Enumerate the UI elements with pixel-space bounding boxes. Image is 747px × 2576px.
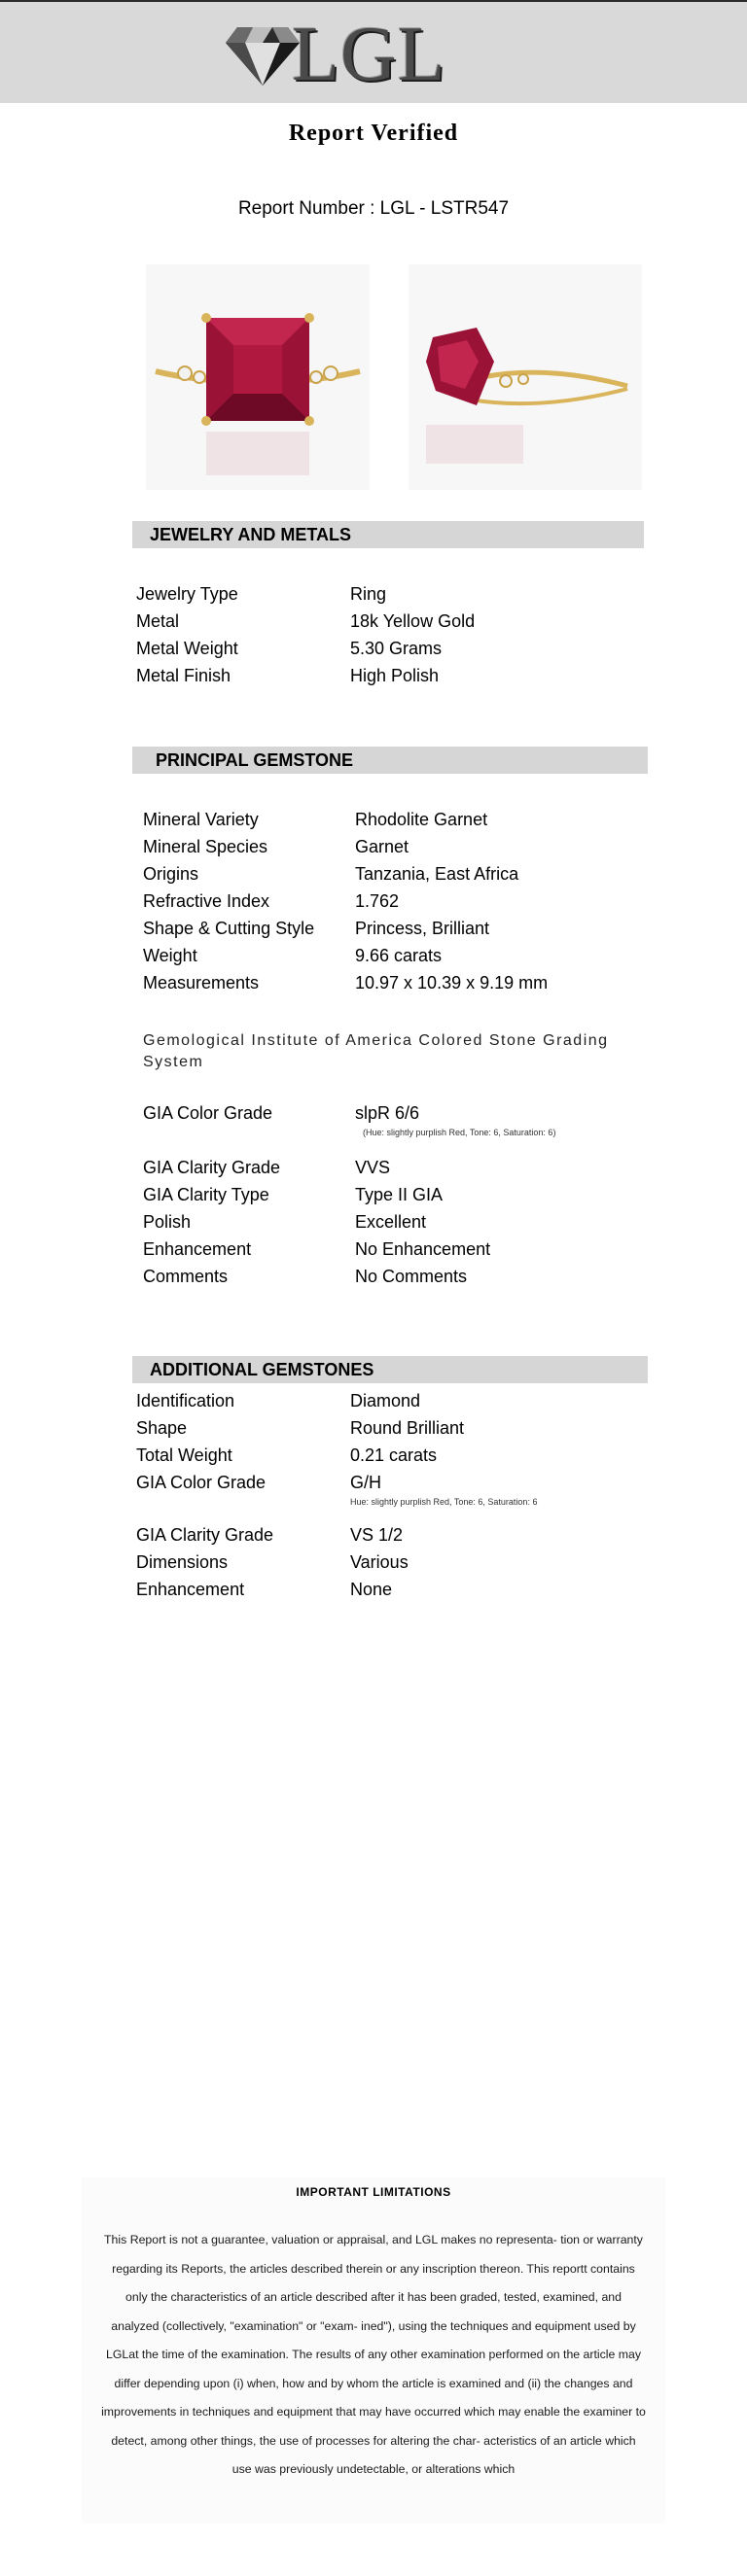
detail-label: Refractive Index (143, 891, 270, 911)
detail-label: Measurements (143, 973, 260, 992)
detail-value: Princess, Brilliant (355, 919, 490, 938)
detail-value: 18k Yellow Gold (350, 611, 476, 631)
important-limitations (82, 2177, 665, 2524)
detail-label: GIA Clarity Type (143, 1185, 269, 1204)
ring-side-photo (409, 264, 642, 490)
detail-label: Jewelry Type (136, 584, 238, 604)
detail-label: GIA Color Grade (136, 1473, 267, 1492)
detail-value: G/H (350, 1473, 382, 1492)
diamond-icon (224, 21, 302, 87)
lgl-logo[interactable] (224, 10, 477, 99)
detail-value: Ring (350, 584, 387, 604)
detail-value: Tanzania, East Africa (355, 864, 519, 884)
detail-value: VVS (355, 1158, 391, 1177)
color-grade-note: (Hue: slightly purplish Red, Tone: 6, Saturation: 6) (363, 1128, 556, 1137)
detail-label: Shape (136, 1418, 188, 1438)
detail-label: GIA Color Grade (143, 1103, 273, 1123)
detail-label: Comments (143, 1267, 229, 1286)
detail-value: Diamond (350, 1391, 421, 1410)
detail-label: Dimensions (136, 1552, 229, 1572)
detail-label: Mineral Variety (143, 810, 259, 829)
detail-label: Identification (136, 1391, 235, 1410)
detail-label: Enhancement (143, 1239, 252, 1259)
detail-label: GIA Clarity Grade (136, 1525, 274, 1545)
detail-value: Various (350, 1552, 409, 1572)
detail-label: Polish (143, 1212, 192, 1232)
detail-value: VS 1/2 (350, 1525, 404, 1545)
detail-label: Metal Finish (136, 666, 231, 685)
limitations-text: This Report is not a guarantee, valuation or appraisal, and LGL makes no representa- tion or warranty regarding its Reports, the articles described therein or any inscription thereon. This reportt contains only the characteristics of an article described after it has been graded, tested, examined, and analyzed (collectively, "examination" or "exam- ined"), using the techniques and equipment used by LGLat the time of the examination. The results of any other examination performed on the article may differ depending upon (i) when, how and by whom the article is examined and (ii) the changes and improvements in techniques and equipment that may have occurred which may enable the examiner to detect, among other things, the use of processes for altering the char- acteristics of an article which use was previously undetectable, or alterations which (101, 2233, 646, 2476)
detail-value: 5.30 Grams (350, 639, 443, 658)
detail-label: Weight (143, 946, 197, 965)
detail-value: 9.66 carats (355, 946, 443, 965)
detail-value: None (350, 1580, 393, 1599)
logo-text: LGL (292, 12, 446, 97)
detail-value: 10.97 x 10.39 x 9.19 mm (355, 973, 549, 992)
jewelry-section-heading: JEWELRY AND METALS (132, 521, 644, 548)
detail-value: High Polish (350, 666, 440, 685)
additional-section-heading: ADDITIONAL GEMSTONES (132, 1356, 648, 1383)
detail-value: Round Brilliant (350, 1418, 465, 1438)
detail-label: Enhancement (136, 1580, 245, 1599)
gia-grading-system-heading: Gemological Institute of America Colored Stone Grading System (143, 1032, 609, 1070)
detail-label: Metal Weight (136, 639, 238, 658)
detail-value: slpR 6/6 (355, 1103, 420, 1123)
principal-section-heading: PRINCIPAL GEMSTONE (132, 747, 648, 774)
detail-label: Shape & Cutting Style (143, 919, 315, 938)
header-banner (0, 0, 747, 103)
detail-value: Type II GIA (355, 1185, 444, 1204)
detail-value: Excellent (355, 1212, 427, 1232)
detail-value: No Enhancement (355, 1239, 491, 1259)
limitations-title: IMPORTANT LIMITATIONS (296, 2185, 451, 2199)
detail-label: Mineral Species (143, 837, 268, 856)
detail-value: 1.762 (355, 891, 400, 911)
detail-label: GIA Clarity Grade (143, 1158, 281, 1177)
page-title: Report Verified (288, 121, 459, 146)
ring-front-photo (146, 264, 370, 490)
report-number: Report Number : LGL - LSTR547 (237, 198, 510, 219)
detail-value: Rhodolite Garnet (355, 810, 488, 829)
detail-value: Garnet (355, 837, 409, 856)
detail-label: Metal (136, 611, 180, 631)
color-grade-note: Hue: slightly purplish Red, Tone: 6, Saturation: 6 (350, 1497, 538, 1507)
detail-value: 0.21 carats (350, 1445, 438, 1465)
detail-value: No Comments (355, 1267, 468, 1286)
detail-label: Total Weight (136, 1445, 232, 1465)
detail-label: Origins (143, 864, 199, 884)
